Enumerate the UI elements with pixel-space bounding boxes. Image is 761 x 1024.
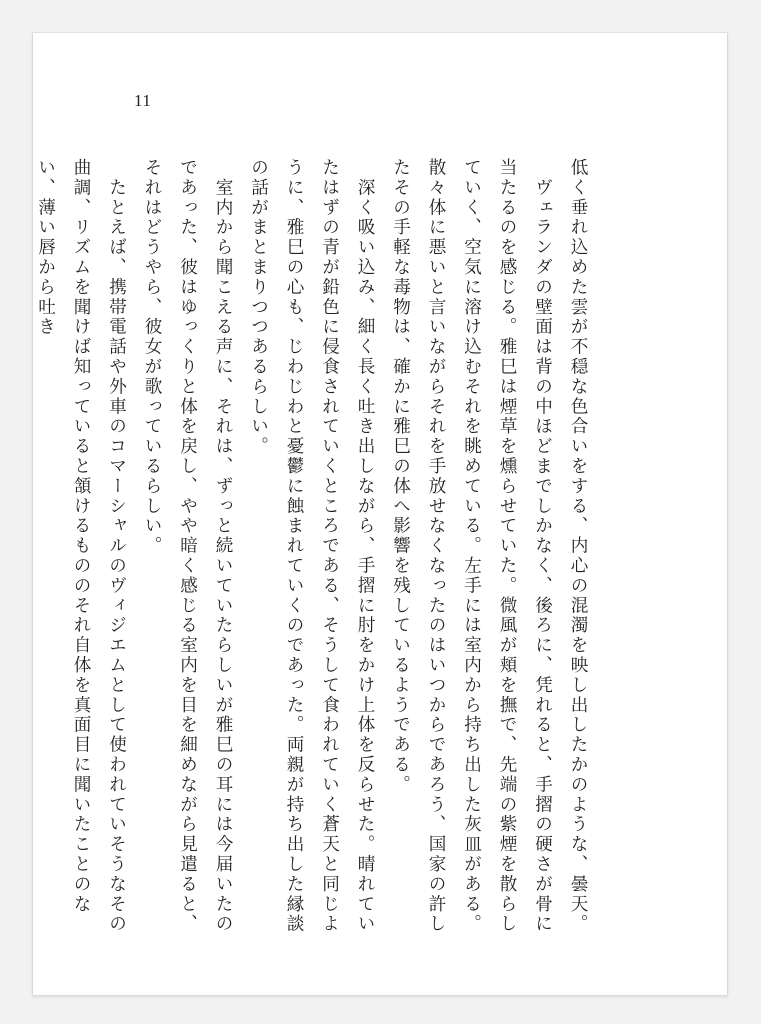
- page-shadow: [33, 995, 727, 999]
- body-text: [27, 158, 595, 938]
- book-page: [33, 33, 727, 995]
- page-number: 11: [134, 91, 152, 110]
- paragraph: ヴェランダの壁面は背の中ほどまでしかなく、後ろに、凭れると、手摺の硬さが骨に当たるのを感じる。雅巳は煙草を燻らせていた。微風が頬を撫で、先端の紫煙を散らしていく、空気に溶け込むそれを眺めている。左手には室内から持ち出した灰皿がある。散々体に悪いと言いながらそれを手放せなくなったのはいつからであろう、国家の許したその手軽な毒物は、確かに雅巳の体へ影響を残しているようである。: [390, 158, 553, 935]
- paragraph: たとえば、携帯電話や外車のコマーシャルのヴィジエムとして使われていそうなその曲調、リズムを聞けば知っていると頷けるもののそれ自体を真面目に聞いたことのない、薄い唇から吐き: [35, 158, 127, 935]
- paragraph: 低く垂れ込めた雲が不穏な色合いをする、内心の混濁を映し出したかのような、曇天。: [568, 158, 588, 935]
- paragraph: 深く吸い込み、細く長く吐き出しながら、手摺に肘をかけ上体を反らせた。晴れていたはずの青が鉛色に侵食されていくところである、そうして食われていく蒼天と同じように、雅巳の心も、じわじわと憂鬱に蝕まれていくのであった。両親が持ち出した縁談の話がまとまりつつあるらしい。: [248, 158, 375, 935]
- paragraph: 室内から聞こえる声に、それは、ずっと続いていたらしいが雅巳の耳には今届いたのであった、彼はゆっくりと体を戻し、やや暗く感じる室内を目を細めながら見遣ると、それはどうやら、彼女が歌っているらしい。: [142, 158, 233, 935]
